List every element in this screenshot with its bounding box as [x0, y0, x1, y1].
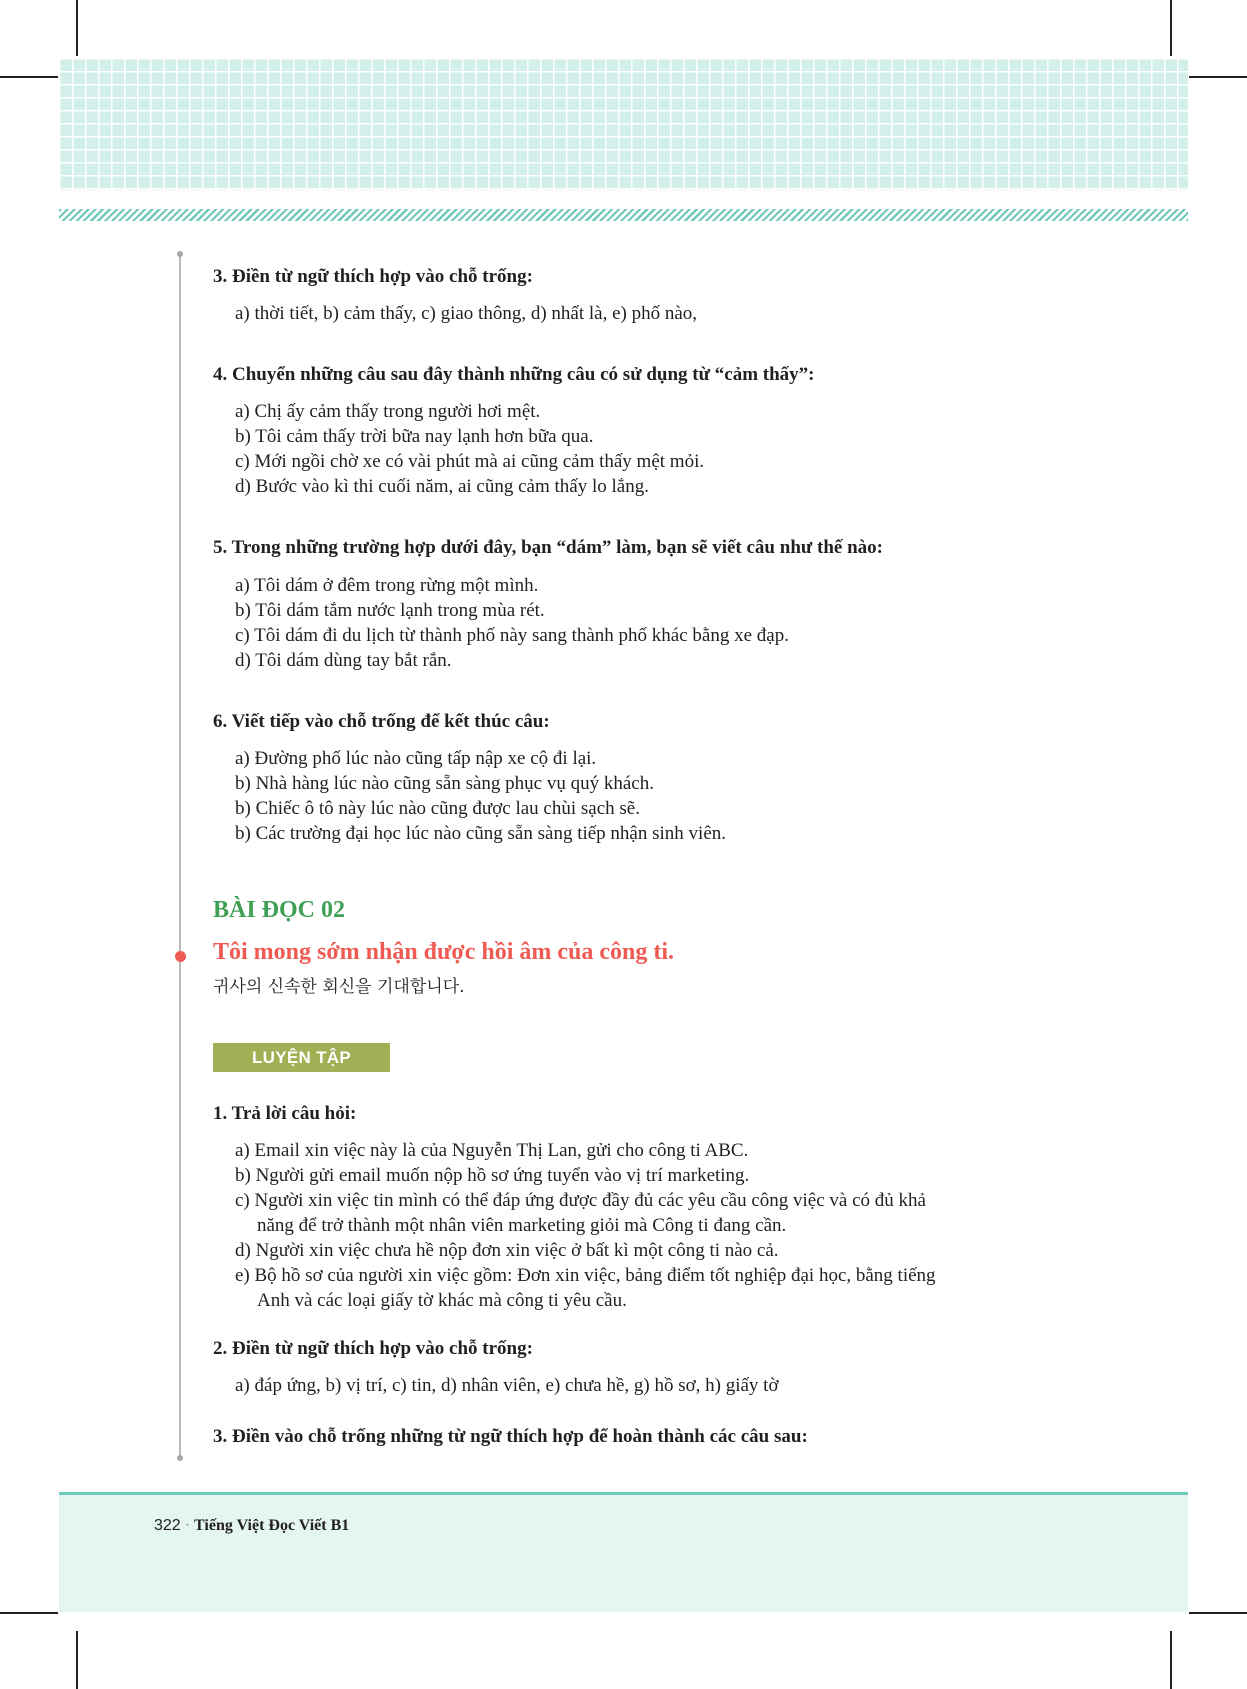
margin-rule-bottom-dot — [177, 1455, 183, 1461]
answer-line: c) Người xin việc tin mình có thể đáp ứng được đầy đủ các yêu cầu công việc và có đủ khả — [235, 1190, 926, 1211]
answer-line: a) Email xin việc này là của Nguyễn Thị Lan, gửi cho công ti ABC. — [235, 1140, 749, 1161]
answer-line: b) Tôi dám tắm nước lạnh trong mùa rét. — [235, 600, 545, 621]
exercise-6-answers — [235, 746, 726, 846]
answer-line: b) Tôi cảm thấy trời bữa nay lạnh hơn bữa qua. — [235, 426, 594, 447]
margin-rule-top-dot — [177, 251, 183, 257]
crop-mark — [0, 1612, 58, 1614]
answer-line: d) Tôi dám dùng tay bắt rắn. — [235, 650, 452, 671]
exercise-5-answers — [235, 573, 789, 673]
exercise-3-answers — [235, 301, 697, 326]
header-grid-band — [59, 58, 1188, 190]
lesson-subtitle: 귀사의 신속한 회신을 기대합니다. — [213, 977, 465, 997]
exercise-4-title: 4. Chuyển những câu sau đây thành những câu có sử dụng từ “cảm thấy”: — [213, 364, 815, 385]
footer-page-info — [154, 1517, 349, 1535]
answer-line: d) Bước vào kì thi cuối năm, ai cũng cảm thấy lo lắng. — [235, 476, 649, 497]
answer-line: a) đáp ứng, b) vị trí, c) tin, d) nhân viên, e) chưa hề, g) hồ sơ, h) giấy tờ — [235, 1375, 779, 1396]
practice-exercise-1-answers — [235, 1138, 936, 1313]
exercise-5-title: 5. Trong những trường hợp dưới đây, bạn “dám” làm, bạn sẽ viết câu như thế nào: — [213, 537, 884, 558]
practice-exercise-2-answers — [235, 1373, 779, 1398]
crop-mark — [1170, 0, 1172, 56]
answer-line: b) Chiếc ô tô này lúc nào cũng được lau chùi sạch sẽ. — [235, 798, 640, 819]
header-hatch-stripe — [59, 209, 1188, 221]
practice-exercise-2-title: 2. Điền từ ngữ thích hợp vào chỗ trống: — [213, 1338, 533, 1359]
crop-mark — [1189, 1612, 1247, 1614]
margin-rule — [179, 254, 181, 1458]
answer-line: b) Người gửi email muốn nộp hồ sơ ứng tuyển vào vị trí marketing. — [235, 1165, 750, 1186]
footer-band — [59, 1495, 1188, 1612]
practice-badge: LUYỆN TẬP — [213, 1043, 390, 1072]
crop-mark — [76, 0, 78, 56]
exercise-6-title: 6. Viết tiếp vào chỗ trống để kết thúc câu: — [213, 711, 550, 732]
crop-mark — [1189, 76, 1247, 78]
answer-line: a) Đường phố lúc nào cũng tấp nập xe cộ đi lại. — [235, 748, 597, 769]
lesson-title: Tôi mong sớm nhận được hồi âm của công ti. — [213, 939, 675, 965]
section-label: BÀI ĐỌC 02 — [213, 897, 346, 923]
answer-line-continuation: năng để trở thành một nhân viên marketing giỏi mà Công ti đang cần. — [257, 1215, 787, 1236]
page-number: 322 — [154, 1517, 181, 1534]
answer-line: c) Tôi dám đi du lịch từ thành phố này sang thành phố khác bằng xe đạp. — [235, 625, 789, 646]
crop-mark — [76, 1631, 78, 1689]
answer-line: a) Tôi dám ở đêm trong rừng một mình. — [235, 575, 539, 596]
practice-exercise-3-title: 3. Điền vào chỗ trống những từ ngữ thích hợp để hoàn thành các câu sau: — [213, 1426, 808, 1447]
footer-separator: · — [184, 1517, 191, 1534]
crop-mark — [0, 76, 58, 78]
practice-exercise-1-title: 1. Trả lời câu hỏi: — [213, 1103, 357, 1124]
exercise-3-title: 3. Điền từ ngữ thích hợp vào chỗ trống: — [213, 266, 533, 287]
answer-line: e) Bộ hồ sơ của người xin việc gồm: Đơn xin việc, bảng điểm tốt nghiệp đại học, bằng tiếng — [235, 1265, 936, 1286]
lesson-marker-dot — [175, 951, 186, 962]
answer-line-continuation: Anh và các loại giấy tờ khác mà công ti yêu cầu. — [257, 1290, 627, 1311]
answer-line: a) thời tiết, b) cảm thấy, c) giao thông, d) nhất là, e) phố nào, — [235, 303, 698, 324]
exercise-4-answers — [235, 399, 704, 499]
answer-line: a) Chị ấy cảm thấy trong người hơi mệt. — [235, 401, 541, 422]
crop-mark — [1170, 1631, 1172, 1689]
answer-line: b) Các trường đại học lúc nào cũng sẵn sàng tiếp nhận sinh viên. — [235, 823, 727, 844]
answer-line: b) Nhà hàng lúc nào cũng sẵn sàng phục vụ quý khách. — [235, 773, 654, 794]
book-title: Tiếng Việt Đọc Viết B1 — [194, 1517, 350, 1534]
answer-line: c) Mới ngồi chờ xe có vài phút mà ai cũng cảm thấy mệt mỏi. — [235, 451, 705, 472]
answer-line: d) Người xin việc chưa hề nộp đơn xin việc ở bất kì một công ti nào cả. — [235, 1240, 779, 1261]
